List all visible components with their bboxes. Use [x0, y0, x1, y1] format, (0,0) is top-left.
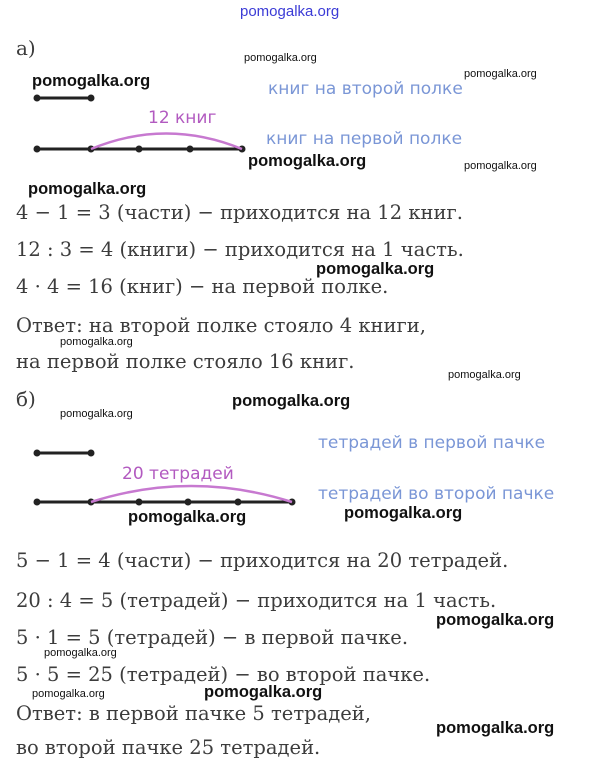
segment-point	[235, 499, 242, 506]
segment-point	[34, 499, 41, 506]
watermark-small: pomogalka.org	[44, 647, 117, 659]
watermark-small: pomogalka.org	[60, 408, 133, 420]
watermark: pomogalka.org	[248, 152, 367, 170]
solution-line: 5 − 1 = 4 (части) − приходится на 20 тетрадей.	[16, 549, 509, 572]
watermark: pomogalka.org	[32, 72, 151, 90]
solution-line: 4 · 4 = 16 (книг) − на первой полке.	[16, 275, 389, 298]
solution-line: 12 : 3 = 4 (книги) − приходится на 1 часть.	[16, 238, 464, 261]
watermark-small: pomogalka.org	[244, 52, 317, 64]
second-shelf-label: книг на второй полке	[268, 79, 463, 99]
solution-line: 5 · 1 = 5 (тетрадей) − в первой пачке.	[16, 626, 409, 649]
watermark-small: pomogalka.org	[32, 688, 105, 700]
watermark-top: pomogalka.org	[240, 3, 340, 20]
segment-point	[88, 450, 95, 457]
brace-label-a: 12 книг	[148, 108, 217, 128]
first-shelf-label: книг на первой полке	[266, 129, 463, 149]
answer-line: во второй пачке 25 тетрадей.	[16, 736, 321, 759]
brace-label-b: 20 тетрадей	[122, 464, 234, 484]
watermark: pomogalka.org	[28, 180, 147, 198]
watermark: pomogalka.org	[232, 392, 351, 410]
solution-line: 5 · 5 = 25 (тетрадей) − во второй пачке.	[16, 663, 431, 686]
second-pack-label: тетрадей во второй пачке	[318, 484, 555, 504]
answer-line: Ответ: в первой пачке 5 тетрадей,	[16, 702, 371, 725]
watermark: pomogalka.org	[204, 683, 323, 701]
brace-arc	[91, 486, 292, 502]
solution-line: 4 − 1 = 3 (части) − приходится на 12 книг.	[16, 201, 463, 224]
watermark: pomogalka.org	[436, 611, 555, 629]
segment-point	[185, 499, 192, 506]
part-a-label: а)	[16, 36, 36, 60]
watermark: pomogalka.org	[128, 508, 247, 526]
watermark: pomogalka.org	[316, 260, 435, 278]
segment-point	[136, 499, 143, 506]
answer-line: на первой полке стояло 16 книг.	[16, 350, 355, 373]
segment-point	[34, 450, 41, 457]
watermark: pomogalka.org	[344, 504, 463, 522]
solution-line: 20 : 4 = 5 (тетрадей) − приходится на 1 часть.	[16, 589, 497, 612]
first-pack-label: тетрадей в первой пачке	[318, 433, 546, 453]
watermark-small: pomogalka.org	[448, 369, 521, 381]
watermark-small: pomogalka.org	[464, 160, 537, 172]
watermark-small: pomogalka.org	[60, 336, 133, 348]
watermark-small: pomogalka.org	[464, 68, 537, 80]
watermark: pomogalka.org	[436, 719, 555, 737]
part-b-label: б)	[16, 387, 36, 411]
answer-line: Ответ: на второй полке стояло 4 книги,	[16, 314, 426, 337]
